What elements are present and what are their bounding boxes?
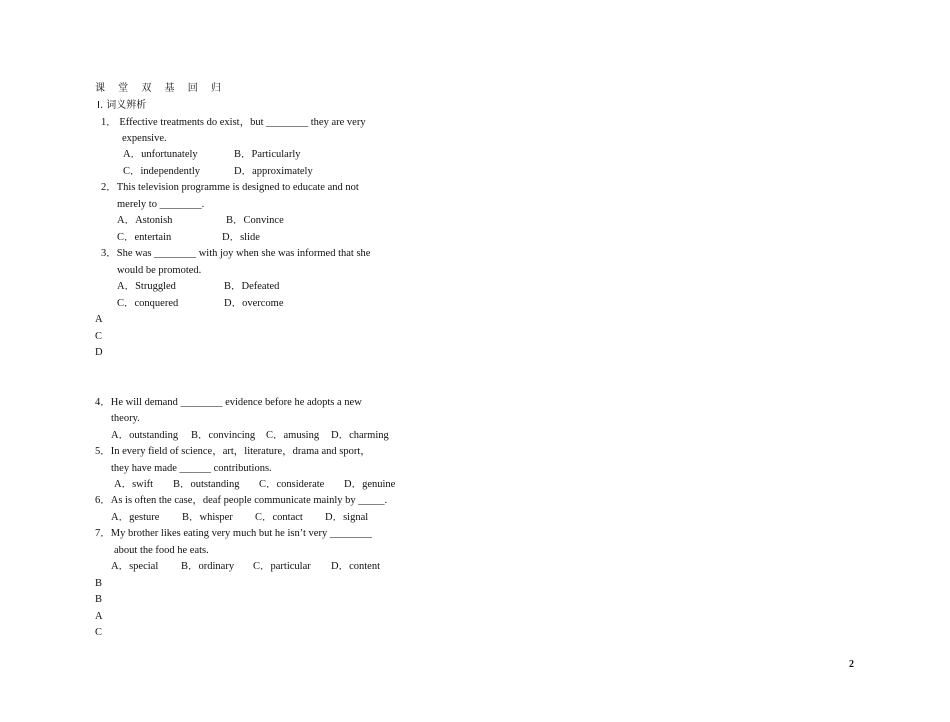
question-stem: 6．As is often the case，deaf people communicate mainly by _____.	[95, 495, 388, 506]
answer-6: A	[95, 611, 103, 622]
question-stem-continued: they have made ______ contributions.	[111, 463, 272, 474]
option-b: B．Defeated	[224, 281, 280, 292]
question-stem: 5．In every field of science，art，literature，drama and sport，	[95, 446, 371, 457]
answer-3: D	[95, 347, 103, 358]
option-a: A．Struggled	[117, 281, 176, 292]
option-a: A．Astonish	[117, 215, 173, 226]
question-stem-continued: about the food he eats.	[114, 545, 209, 556]
answer-4: B	[95, 578, 103, 589]
question-stem: 7．My brother likes eating very much but he isn’t very ________	[95, 528, 372, 539]
answer-2: C	[95, 331, 103, 342]
question-stem: 4．He will demand ________ evidence before he adopts a new	[95, 397, 362, 408]
option-d: D．genuine	[344, 479, 396, 490]
option-c: C．conquered	[117, 298, 179, 309]
question-stem: 3．She was ________ with joy when she was informed that she	[101, 248, 371, 259]
question-stem: 2．This television programme is designed to educate and not	[101, 182, 359, 193]
option-a: A．gesture	[111, 512, 160, 523]
question-stem-continued: would be promoted.	[117, 265, 202, 276]
option-b: B．Convince	[226, 215, 284, 226]
option-c: C．amusing	[266, 430, 320, 441]
option-a: A．swift	[114, 479, 154, 490]
option-d: D．charming	[331, 430, 389, 441]
option-b: B．outstanding	[173, 479, 240, 490]
option-a: A．special	[111, 561, 159, 572]
option-a: A．unfortunately	[123, 149, 198, 160]
option-b: B．ordinary	[181, 561, 235, 572]
section-title: 课 堂 双 基 回 归	[95, 83, 226, 94]
question-stem-continued: theory.	[111, 413, 140, 424]
subsection-title: Ⅰ. 词义辨析	[97, 100, 147, 111]
option-a: A．outstanding	[111, 430, 179, 441]
option-c: C．entertain	[117, 232, 172, 243]
option-b: B．Particularly	[234, 149, 301, 160]
question-stem-continued: merely to ________.	[117, 199, 205, 210]
option-d: D．overcome	[224, 298, 284, 309]
answer-5: B	[95, 594, 103, 605]
question-stem: 1． Effective treatments do exist，but ________ they are very	[101, 117, 366, 128]
option-b: B．whisper	[182, 512, 233, 523]
option-c: C．independently	[123, 166, 200, 177]
page-number: 2	[849, 659, 854, 670]
option-b: B．convincing	[191, 430, 256, 441]
option-c: C．considerate	[259, 479, 325, 490]
answer-7: C	[95, 627, 103, 638]
option-d: D．slide	[222, 232, 260, 243]
option-d: D．signal	[325, 512, 369, 523]
option-d: D．approximately	[234, 166, 313, 177]
option-c: C．contact	[255, 512, 303, 523]
option-d: D．content	[331, 561, 380, 572]
question-stem-continued: expensive.	[122, 133, 167, 144]
option-c: C．particular	[253, 561, 311, 572]
answer-1: A	[95, 314, 103, 325]
